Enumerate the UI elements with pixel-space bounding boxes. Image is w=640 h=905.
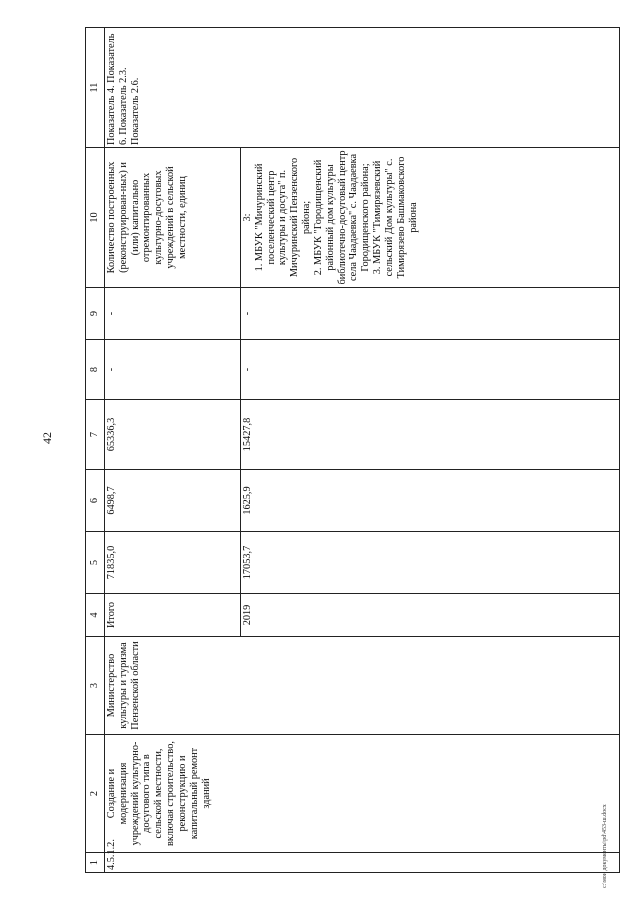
footer-file-path: c:\мои документы\pd\453-ш.docx <box>602 804 608 888</box>
col-number: 8 <box>86 340 105 400</box>
funding-total: 17053,7 <box>241 532 620 594</box>
funding-regional: 6498,7 <box>105 470 241 532</box>
period-year: 2019 <box>241 594 620 637</box>
funding-local: - <box>105 340 241 400</box>
column-number-row <box>86 28 105 873</box>
funding-federal: 15427,8 <box>241 400 620 470</box>
rotated-table-container <box>85 28 620 873</box>
col-number: 10 <box>86 148 105 288</box>
table-row-total <box>105 28 241 873</box>
funding-other: - <box>241 288 620 340</box>
col-number: 3 <box>86 637 105 735</box>
program-table <box>85 27 620 873</box>
col-number: 2 <box>86 735 105 853</box>
item-number: 4.5.1.2. <box>105 853 620 873</box>
funding-federal: 65336,3 <box>105 400 241 470</box>
col-number: 6 <box>86 470 105 532</box>
col-number: 11 <box>86 28 105 148</box>
funding-total: 71835,0 <box>105 532 241 594</box>
col-number: 5 <box>86 532 105 594</box>
measure-description: Создание и модернизация учреждений культурно-досугового типа в сельской местности, включая строительство, реконструкцию и капитальный ремонт зданий <box>105 735 620 853</box>
col-number: 9 <box>86 288 105 340</box>
result-institutions-list: 3: 1. МБУК "Мичуринский поселенческий центр культуры и досуга" п. Мичуринский Пензенского района; 2. МБУК "Городищенский районный дом культуры библиотечно-досуговый центр села Чаадаевка" с. Чаадаевка Городищенского района; 3. МБУК "Тимирязевский сельский Дом культуры" с. Тимирязево Башмаковского района <box>241 148 620 288</box>
col-number: 1 <box>86 853 105 873</box>
period-total-label: Итого <box>105 594 241 637</box>
linked-indicators: Показатель 4. Показатель 6. Показатель 2.3. Показатель 2.6. <box>105 28 620 148</box>
col-number: 7 <box>86 400 105 470</box>
funding-other: - <box>105 288 241 340</box>
funding-local: - <box>241 340 620 400</box>
result-indicator: Количество построенных (реконструирован-ных) и (или) капитально отремонтированных культурно-досуговых учреждений в сельской местности, единиц <box>105 148 241 288</box>
col-number: 4 <box>86 594 105 637</box>
responsible-executor: Министерство культуры и туризма Пензенской области <box>105 637 620 735</box>
page-number: 42 <box>40 432 54 444</box>
funding-regional: 1625,9 <box>241 470 620 532</box>
